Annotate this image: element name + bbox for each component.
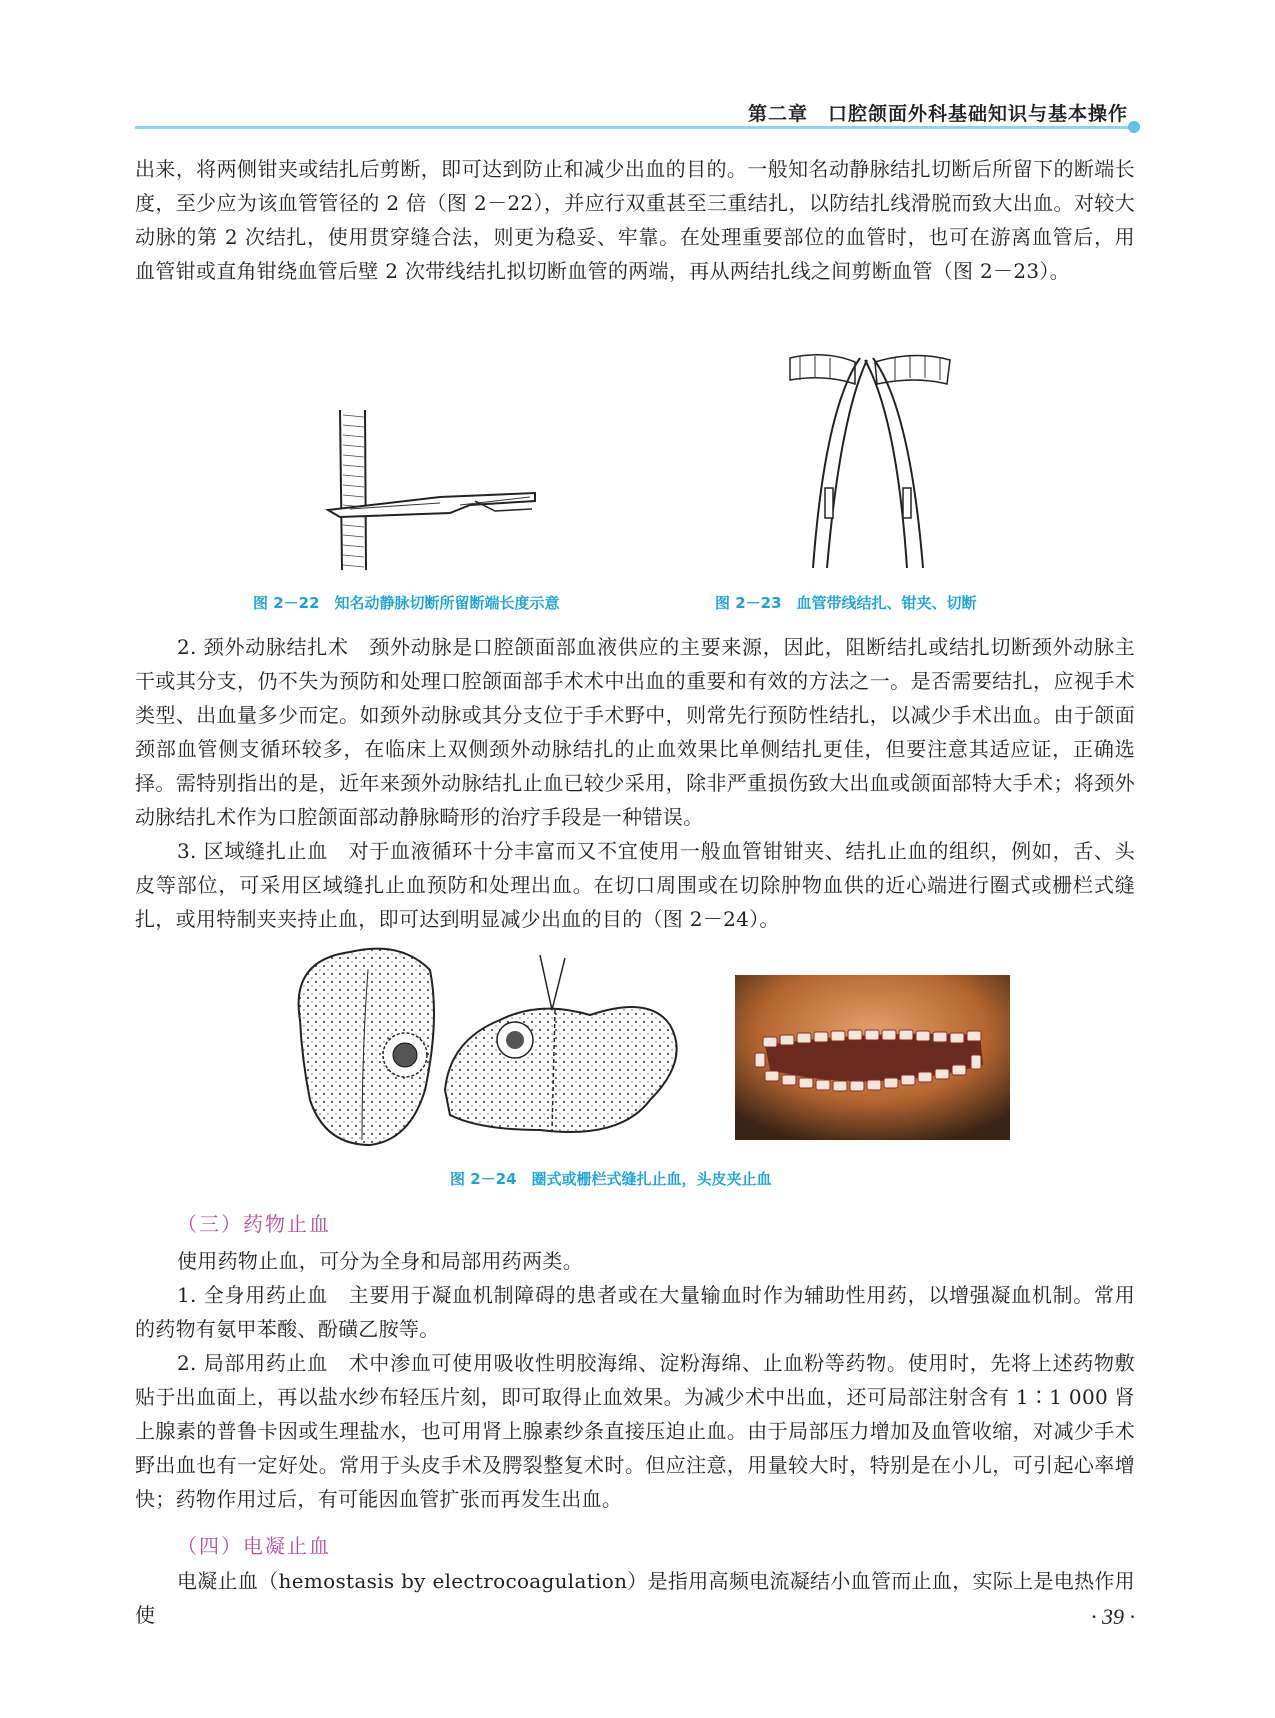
section-heading-electrocoagulation: （四）电凝止血 <box>177 1534 331 1558</box>
paragraph-external-carotid: 2. 颈外动脉结扎术 颈外动脉是口腔颌面部血液供应的主要来源，因此，阻断结扎或结扎切断颈外动脉主干或其分支，仍不失为预防和处理口腔颌面部手术术中出血的重要和有效的方法之一。是否需要结扎，应视手术类型、出血量多少而定。如颈外动脉或其分支位于手术野中，则常先行预防性结扎，以减少手术出血。由于颌面颈部血管侧支循环较多，在临床上双侧颈外动脉结扎的止血效果比单侧结扎更佳，但要注意其适应证，正确选择。需特别指出的是，近年来颈外动脉结扎止血已较少采用，除非严重损伤致大出血或颌面部特大手术；将颈外动脉结扎术作为口腔颌面部动静脉畸形的治疗手段是一种错误。 <box>135 635 1135 829</box>
running-header <box>135 95 1140 135</box>
figure-2-22-caption: 图 2－22 知名动静脉切断所留断端长度示意 <box>253 594 560 612</box>
figure-2-22-illustration <box>320 405 550 575</box>
figure-2-23-caption: 图 2－23 血管带线结扎、钳夹、切断 <box>715 594 977 612</box>
page-number: · 39 · <box>1091 1604 1135 1629</box>
header-rule <box>135 126 1134 129</box>
paragraph-electrocoagulation: 电凝止血（hemostasis by electrocoagulation）是指用高频电流凝结小血管而止血，实际上是电热作用使 <box>135 1569 1135 1627</box>
paragraph-drug-intro: 使用药物止血，可分为全身和局部用药两类。 <box>177 1249 583 1273</box>
figure-2-24-scalp-photo <box>735 975 1010 1140</box>
paragraph-local-drugs: 2. 局部用药止血 术中渗血可使用吸收性明胶海绵、淀粉海绵、止血粉等药物。使用时，先将上述药物敷贴于出血面上，再以盐水纱布轻压片刻，即可取得止血效果。为减少术中出血，还可局部注射含有 1∶1 000 肾上腺素的普鲁卡因或生理盐水，也可用肾上腺素纱条直接压迫止血。由于局部压力增加及血管收缩，对减少手术野出血也有一定好处。常用于头皮手术及腭裂整复术时。但应注意，用量较大时，特别是在小儿，可引起心率增快；药物作用过后，有可能因血管扩张而再发生出血。 <box>135 1351 1135 1511</box>
figure-2-24-tongue-illustration <box>290 940 710 1150</box>
paragraph-ligation: 出来，将两侧钳夹或结扎后剪断，即可达到防止和减少出血的目的。一般知名动静脉结扎切断后所留下的断端长度，至少应为该血管管径的 2 倍（图 2－22），并应行双重甚至三重结扎，以防结扎线滑脱而致大出血。对较大动脉的第 2 次结扎，使用贯穿缝合法，则更为稳妥、牢靠。在处理重要部位的血管时，也可在游离血管后，用血管钳或直角钳绕血管后壁 2 次带线结扎拟切断血管的两端，再从两结扎线之间剪断血管（图 2－23）。 <box>135 157 1135 283</box>
figure-2-23-illustration <box>785 348 955 573</box>
paragraph-systemic-drugs: 1. 全身用药止血 主要用于凝血机制障碍的患者或在大量输血时作为辅助性用药，以增强凝血机制。常用的药物有氨甲苯酸、酚磺乙胺等。 <box>135 1283 1135 1341</box>
section-heading-drug-hemostasis: （三）药物止血 <box>177 1212 331 1236</box>
paragraph-regional-suture: 3. 区域缝扎止血 对于血液循环十分丰富而又不宜使用一般血管钳钳夹、结扎止血的组织，例如，舌、头皮等部位，可采用区域缝扎止血预防和处理出血。在切口周围或在切除肿物血供的近心端进行圈式或栅栏式缝扎，或用特制夹夹持止血，即可达到明显减少出血的目的（图 2－24）。 <box>135 839 1135 931</box>
header-dot <box>1128 121 1140 133</box>
figure-2-24-caption: 图 2－24 圈式或栅栏式缝扎止血，头皮夹止血 <box>450 1170 772 1188</box>
chapter-title: 第二章 口腔颌面外科基础知识与基本操作 <box>747 103 1128 125</box>
